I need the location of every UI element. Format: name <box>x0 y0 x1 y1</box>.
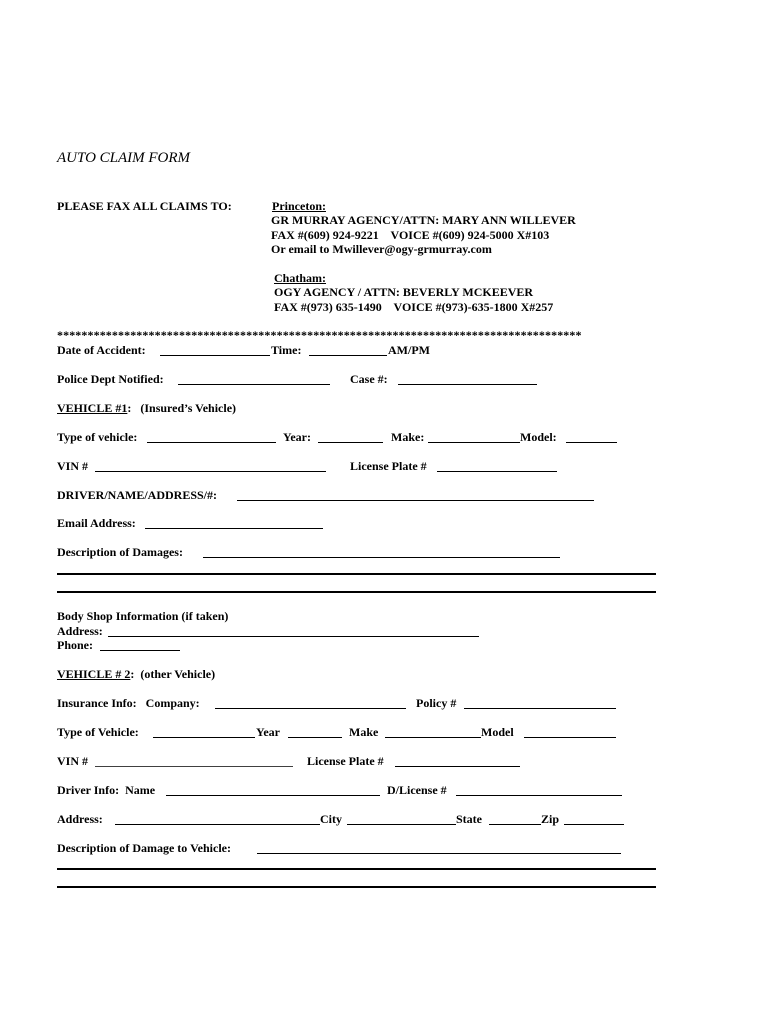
v2-model-label: Model <box>481 725 514 739</box>
v2-model-field[interactable] <box>524 737 616 738</box>
v2-state-label: State <box>456 812 482 826</box>
vehicle1-heading-suffix: : (Insured’s Vehicle) <box>127 401 237 415</box>
v1-damage-field[interactable] <box>203 557 560 558</box>
v1-year-label: Year: <box>283 430 311 444</box>
v2-address-label: Address: <box>57 812 103 826</box>
v1-year-field[interactable] <box>318 442 383 443</box>
v1-make-field[interactable] <box>428 442 520 443</box>
v1-damage-label: Description of Damages: <box>57 545 183 559</box>
v1-model-label: Model: <box>520 430 557 444</box>
v2-type-field[interactable] <box>153 737 255 738</box>
body-shop-phone-field[interactable] <box>100 650 180 651</box>
body-shop-heading: Body Shop Information (if taken) <box>57 609 229 623</box>
princeton-agency: GR MURRAY AGENCY/ATTN: MARY ANN WILLEVER <box>271 213 576 227</box>
date-label: Date of Accident: <box>57 343 146 357</box>
v2-address-field[interactable] <box>115 824 320 825</box>
v2-year-label: Year <box>256 725 280 739</box>
chatham-phones: FAX #(973) 635-1490 VOICE #(973)-635-1800 X#257 <box>274 300 554 314</box>
v2-driver-label: Driver Info: Name <box>57 783 156 797</box>
v2-dl-label: D/License # <box>387 783 447 797</box>
v2-damage-label: Description of Damage to Vehicle: <box>57 841 231 855</box>
v2-year-field[interactable] <box>288 737 342 738</box>
v2-plate-label: License Plate # <box>307 754 384 768</box>
v2-vin-label: VIN # <box>57 754 89 768</box>
v1-email-label: Email Address: <box>57 516 136 530</box>
v2-zip-field[interactable] <box>564 824 624 825</box>
v2-plate-field[interactable] <box>395 766 520 767</box>
v1-make-label: Make: <box>391 430 425 444</box>
time-field[interactable] <box>309 355 387 356</box>
v1-model-field[interactable] <box>566 442 617 443</box>
v1-type-label: Type of vehicle: <box>57 430 138 444</box>
form-title: AUTO CLAIM FORM <box>57 150 191 166</box>
vehicle2-heading <box>57 667 215 681</box>
v1-vin-field[interactable] <box>95 471 326 472</box>
v1-damage-line-1[interactable] <box>57 573 656 575</box>
v2-policy-field[interactable] <box>464 708 616 709</box>
v1-vin-label: VIN # <box>57 459 89 473</box>
princeton-phones: FAX #(609) 924-9221 VOICE #(609) 924-5000 X#103 <box>271 228 550 242</box>
v1-driver-field[interactable] <box>237 500 594 501</box>
v2-make-label: Make <box>349 725 379 739</box>
v2-city-label: City <box>320 812 342 826</box>
body-shop-phone-label: Phone: <box>57 638 93 652</box>
case-field[interactable] <box>398 384 537 385</box>
v2-driver-name-field[interactable] <box>166 795 380 796</box>
fax-intro: PLEASE FAX ALL CLAIMS TO: <box>57 199 232 213</box>
date-field[interactable] <box>160 355 270 356</box>
v2-damage-field[interactable] <box>257 853 621 854</box>
v2-damage-line-2[interactable] <box>57 886 656 888</box>
v2-type-label: Type of Vehicle: <box>57 725 139 739</box>
v1-driver-label: DRIVER/NAME/ADDRESS/#: <box>57 488 218 502</box>
time-label: Time: <box>271 343 302 357</box>
v2-insurance-label: Insurance Info: Company: <box>57 696 200 710</box>
vehicle2-heading-label: VEHICLE # 2 <box>57 667 131 681</box>
v1-damage-line-2[interactable] <box>57 591 656 593</box>
body-shop-address-field[interactable] <box>108 636 479 637</box>
police-label: Police Dept Notified: <box>57 372 164 386</box>
body-shop-address-label: Address: <box>57 624 103 638</box>
v2-zip-label: Zip <box>541 812 560 826</box>
case-label: Case #: <box>350 372 388 386</box>
princeton-email: Or email to Mwillever@ogy-grmurray.com <box>271 242 492 256</box>
ampm-label: AM/PM <box>388 343 430 357</box>
v2-vin-field[interactable] <box>95 766 293 767</box>
v2-policy-label: Policy # <box>416 696 457 710</box>
police-field[interactable] <box>178 384 330 385</box>
vehicle1-heading-label: VEHICLE #1 <box>57 401 128 415</box>
vehicle2-heading-suffix: : (other Vehicle) <box>130 667 216 681</box>
v2-state-field[interactable] <box>489 824 541 825</box>
chatham-heading: Chatham: <box>274 271 327 285</box>
chatham-agency: OGY AGENCY / ATTN: BEVERLY MCKEEVER <box>274 285 534 299</box>
v2-city-field[interactable] <box>347 824 456 825</box>
v1-type-field[interactable] <box>147 442 276 443</box>
princeton-heading: Princeton: <box>272 199 326 213</box>
v2-company-field[interactable] <box>215 708 406 709</box>
v1-email-field[interactable] <box>145 528 323 529</box>
vehicle1-heading <box>57 401 236 415</box>
v2-damage-line-1[interactable] <box>57 868 656 870</box>
v1-plate-label: License Plate # <box>350 459 427 473</box>
v1-plate-field[interactable] <box>437 471 557 472</box>
v2-dl-field[interactable] <box>456 795 622 796</box>
v2-make-field[interactable] <box>385 737 481 738</box>
star-separator: ************************************************************************************** <box>57 328 582 342</box>
